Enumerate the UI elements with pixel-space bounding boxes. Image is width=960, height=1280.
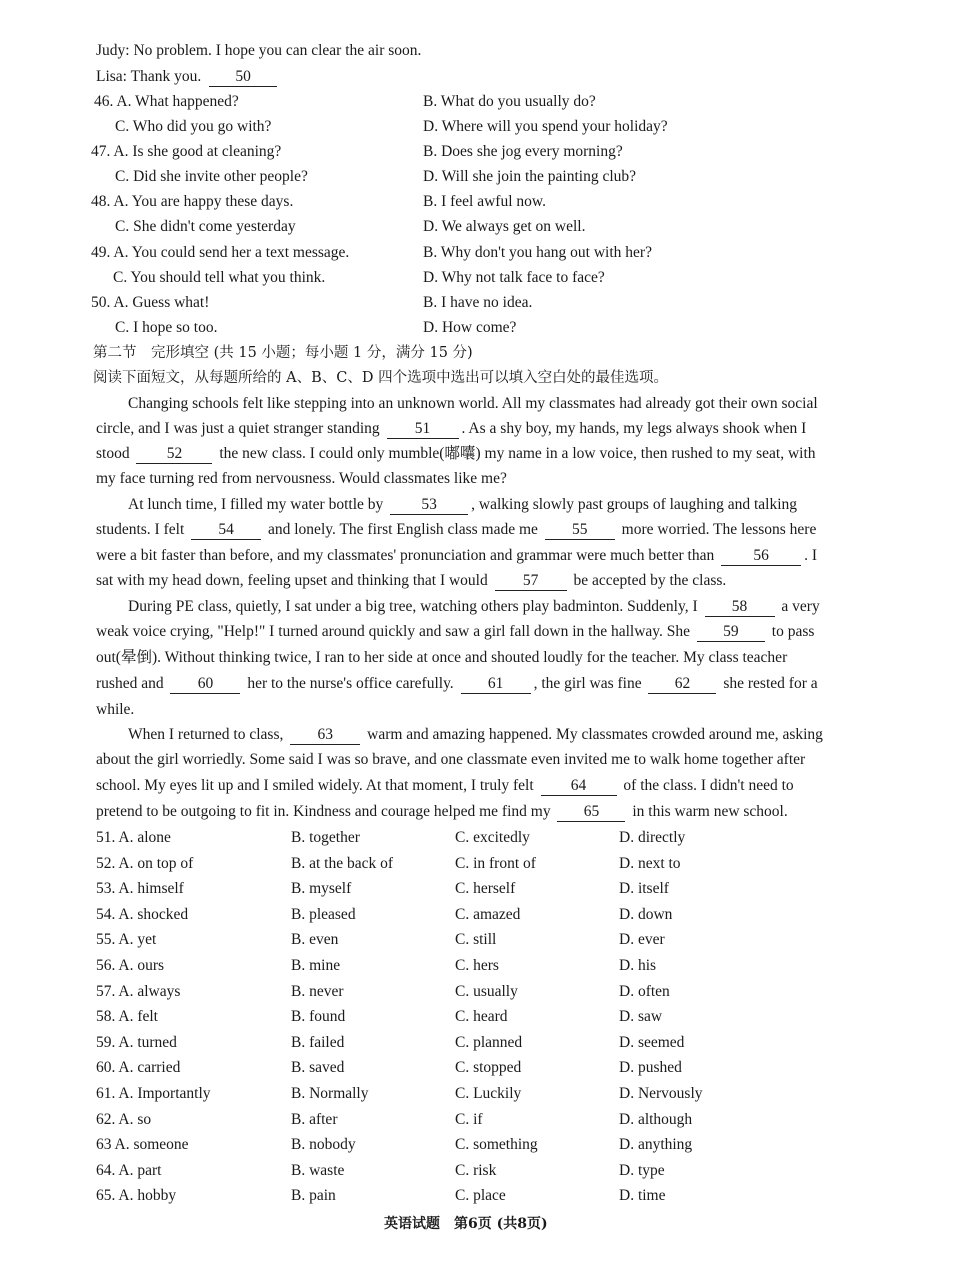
q48-option-c: C. She didn't come yesterday — [115, 218, 296, 235]
passage-p4-line4: pretend to be outgoing to fit in. Kindness and courage helped me find my 65 in this warm new school. — [96, 803, 788, 820]
q46-option-d: D. Where will you spend your holiday? — [423, 118, 668, 135]
speaker-lisa: Lisa: — [96, 68, 127, 85]
q65-option-d: D. time — [619, 1187, 666, 1204]
passage-p3-line2: weak voice crying, "Help!" I turned around quickly and saw a girl fall down in the hallway. She 59 to pass — [96, 623, 815, 640]
blank-60: 60 — [170, 675, 240, 694]
q57-option-b: B. never — [291, 983, 344, 1000]
blank-64: 64 — [541, 777, 617, 796]
q52-option-a: 52. A. on top of — [96, 855, 194, 872]
q52-option-c: C. in front of — [455, 855, 536, 872]
passage-p2-line1: At lunch time, I filled my water bottle by 53 , walking slowly past groups of laughing and talking — [128, 496, 798, 513]
q60-option-c: C. stopped — [455, 1059, 522, 1076]
blank-55: 55 — [545, 521, 615, 540]
section-instruction: 阅读下面短文，从每题所给的 A、B、C、D 四个选项中选出可以填入空白处的最佳选项。 — [93, 370, 669, 386]
q50-option-d: D. How come? — [423, 319, 517, 336]
q53-option-d: D. itself — [619, 880, 669, 897]
q48-option-d: D. We always get on well. — [423, 218, 586, 235]
judy-line: No problem. I hope you can clear the air soon. — [133, 42, 422, 59]
q63-option-c: C. something — [455, 1136, 538, 1153]
blank-51: 51 — [387, 420, 459, 439]
q49-option-d: D. Why not talk face to face? — [423, 269, 605, 286]
q58-option-c: C. heard — [455, 1008, 508, 1025]
q61-option-d: D. Nervously — [619, 1085, 703, 1102]
passage-p1-line4: my face turning red from nervousness. Would classmates like me? — [96, 470, 507, 487]
blank-58: 58 — [705, 598, 775, 617]
q46-option-b: B. What do you usually do? — [423, 93, 596, 110]
q54-option-d: D. down — [619, 906, 673, 923]
q58-option-b: B. found — [291, 1008, 346, 1025]
q59-option-a: 59. A. turned — [96, 1034, 177, 1051]
passage-p4-line2: about the girl worriedly. Some said I was so brave, and one classmate even invited me to walk home together after — [96, 751, 806, 768]
q54-option-b: B. pleased — [291, 906, 356, 923]
q59-option-b: B. failed — [291, 1034, 345, 1051]
q47-option-c: C. Did she invite other people? — [115, 168, 308, 185]
passage-p1-line3: stood 52 the new class. I could only mumble(嘟囔) my name in a low voice, then rushed to my seat, with — [96, 445, 816, 462]
passage-p2-line2: students. I felt 54 and lonely. The first English class made me 55 more worried. The lessons here — [96, 521, 817, 538]
q61-option-a: 61. A. Importantly — [96, 1085, 211, 1102]
lisa-line: Thank you. — [130, 68, 202, 85]
dialogue-line-lisa — [96, 66, 277, 88]
speaker-judy: Judy: — [96, 42, 130, 59]
q55-option-c: C. still — [455, 931, 497, 948]
q56-option-d: D. his — [619, 957, 657, 974]
passage-p3-line4: rushed and 60 her to the nurse's office carefully. 61 , the girl was fine 62 she rested for a — [96, 675, 818, 692]
q51-option-a: 51. A. alone — [96, 829, 171, 846]
passage-p4-line3: school. My eyes lit up and I smiled widely. At that moment, I truly felt 64 of the class. I didn't need to — [96, 777, 794, 794]
q46-option-c: C. Who did you go with? — [115, 118, 272, 135]
q51-option-b: B. together — [291, 829, 360, 846]
blank-65: 65 — [557, 803, 625, 822]
q49-option-c: C. You should tell what you think. — [113, 269, 326, 286]
q51-option-c: C. excitedly — [455, 829, 530, 846]
q63-option-b: B. nobody — [291, 1136, 356, 1153]
q55-option-d: D. ever — [619, 931, 665, 948]
passage-p1-line2: circle, and I was just a quiet stranger standing 51 . As a shy boy, my hands, my legs always shook when I — [96, 420, 807, 437]
q53-option-c: C. herself — [455, 880, 516, 897]
q59-option-d: D. seemed — [619, 1034, 685, 1051]
passage-p1-line1: Changing schools felt like stepping into an unknown world. All my classmates had already got their own social — [128, 395, 818, 412]
q49-option-b: B. Why don't you hang out with her? — [423, 244, 652, 261]
q52-option-d: D. next to — [619, 855, 681, 872]
q48-option-a: 48. A. You are happy these days. — [91, 193, 294, 210]
q64-option-d: D. type — [619, 1162, 665, 1179]
q60-option-b: B. saved — [291, 1059, 345, 1076]
q54-option-c: C. amazed — [455, 906, 521, 923]
q50-option-c: C. I hope so too. — [115, 319, 218, 336]
dialogue-line-judy — [96, 40, 421, 62]
section-title: 第二节 完形填空 (共 15 小题；每小题 1 分，满分 15 分) — [93, 345, 473, 361]
q49-option-a: 49. A. You could send her a text message. — [91, 244, 350, 261]
blank-57: 57 — [495, 572, 567, 591]
q61-option-c: C. Luckily — [455, 1085, 522, 1102]
q58-option-d: D. saw — [619, 1008, 663, 1025]
q61-option-b: B. Normally — [291, 1085, 369, 1102]
q57-option-c: C. usually — [455, 983, 518, 1000]
q51-option-d: D. directly — [619, 829, 686, 846]
q65-option-b: B. pain — [291, 1187, 336, 1204]
q55-option-a: 55. A. yet — [96, 931, 157, 948]
q53-option-a: 53. A. himself — [96, 880, 184, 897]
q55-option-b: B. even — [291, 931, 339, 948]
q63-option-d: D. anything — [619, 1136, 693, 1153]
passage-p2-line3: were a bit faster than before, and my classmates' pronunciation and grammar were much better than 56 . I — [96, 547, 818, 564]
q47-option-a: 47. A. Is she good at cleaning? — [91, 143, 282, 160]
blank-59: 59 — [697, 623, 765, 642]
q65-option-c: C. place — [455, 1187, 506, 1204]
q62-option-a: 62. A. so — [96, 1111, 152, 1128]
q53-option-b: B. myself — [291, 880, 352, 897]
blank-62: 62 — [648, 675, 716, 694]
q64-option-b: B. waste — [291, 1162, 345, 1179]
q60-option-a: 60. A. carried — [96, 1059, 181, 1076]
passage-p3-line5: while. — [96, 701, 135, 718]
q52-option-b: B. at the back of — [291, 855, 394, 872]
passage-p3-line1: During PE class, quietly, I sat under a big tree, watching others play badminton. Suddenly, I 58 a very — [128, 598, 820, 615]
passage-p3-line3: out(晕倒). Without thinking twice, I ran to her side at once and shouted loudly for the teacher. My class teacher — [96, 649, 788, 666]
q64-option-c: C. risk — [455, 1162, 497, 1179]
blank-56: 56 — [721, 547, 801, 566]
q56-option-b: B. mine — [291, 957, 341, 974]
q58-option-a: 58. A. felt — [96, 1008, 158, 1025]
q47-option-b: B. Does she jog every morning? — [423, 143, 623, 160]
q48-option-b: B. I feel awful now. — [423, 193, 546, 210]
q54-option-a: 54. A. shocked — [96, 906, 189, 923]
q65-option-a: 65. A. hobby — [96, 1187, 177, 1204]
q64-option-a: 64. A. part — [96, 1162, 162, 1179]
q57-option-d: D. often — [619, 983, 670, 1000]
blank-54: 54 — [191, 521, 261, 540]
q50-option-a: 50. A. Guess what! — [91, 294, 210, 311]
q47-option-d: D. Will she join the painting club? — [423, 168, 637, 185]
q62-option-b: B. after — [291, 1111, 338, 1128]
q63-option-a: 63 A. someone — [96, 1136, 189, 1153]
passage-p4-line1: When I returned to class, 63 warm and amazing happened. My classmates crowded around me, asking — [128, 726, 823, 743]
page-footer: 英语试题 第6页 (共8页) — [384, 1216, 548, 1232]
blank-52: 52 — [136, 445, 212, 464]
q62-option-d: D. although — [619, 1111, 693, 1128]
passage-p2-line4: sat with my head down, feeling upset and thinking that I would 57 be accepted by the class. — [96, 572, 727, 589]
q57-option-a: 57. A. always — [96, 983, 181, 1000]
q50-option-b: B. I have no idea. — [423, 294, 533, 311]
blank-50: 50 — [209, 68, 277, 87]
blank-63: 63 — [290, 726, 360, 745]
q62-option-c: C. if — [455, 1111, 483, 1128]
q60-option-d: D. pushed — [619, 1059, 682, 1076]
blank-53: 53 — [390, 496, 468, 515]
q46-option-a: 46. A. What happened? — [94, 93, 239, 110]
q56-option-a: 56. A. ours — [96, 957, 165, 974]
q56-option-c: C. hers — [455, 957, 499, 974]
q59-option-c: C. planned — [455, 1034, 523, 1051]
blank-61: 61 — [461, 675, 531, 694]
